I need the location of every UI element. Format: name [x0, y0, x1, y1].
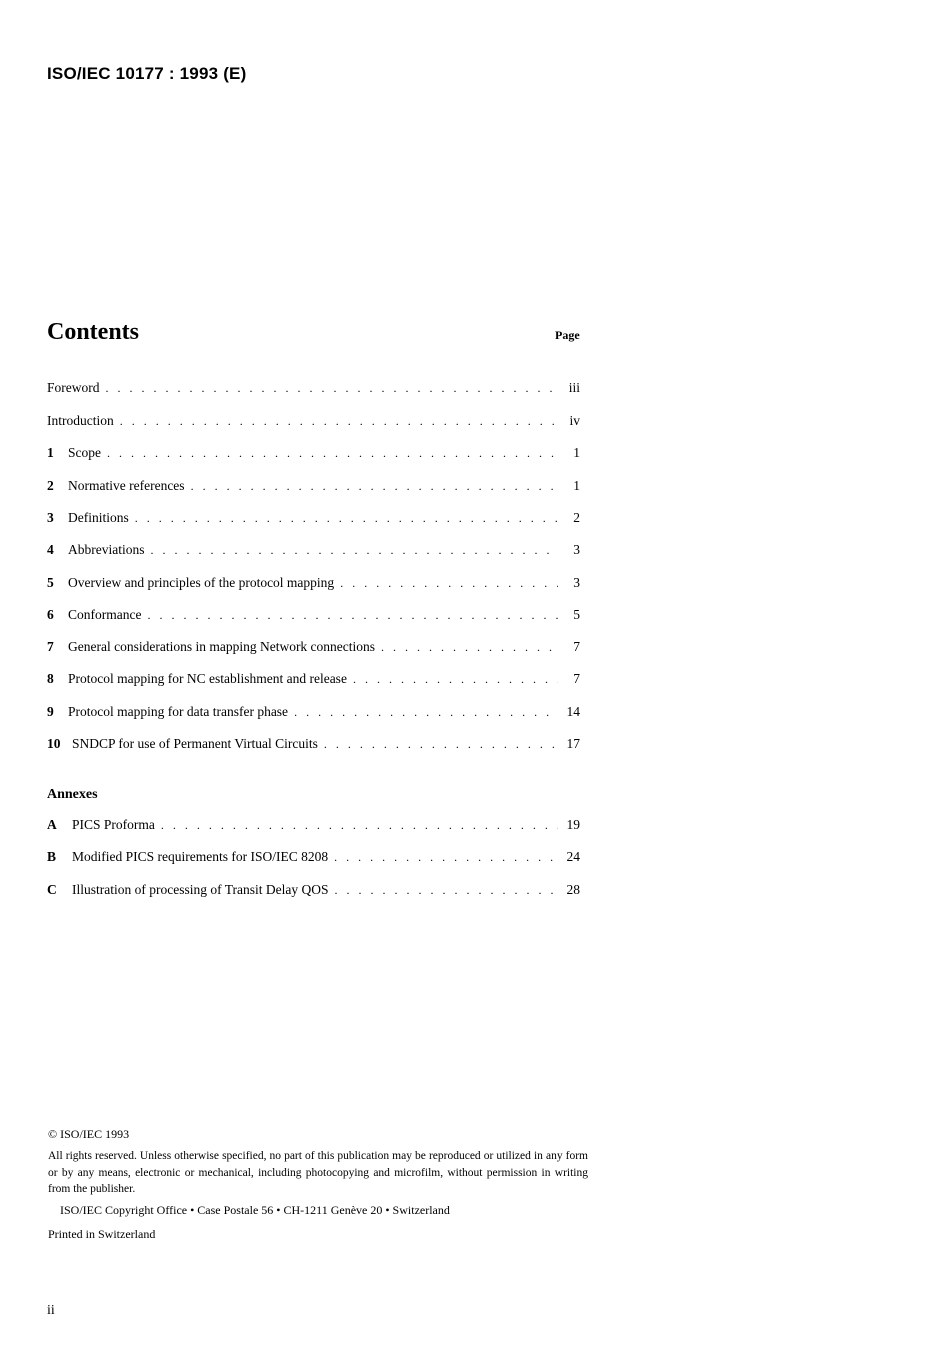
toc-entry-page: 2: [573, 510, 580, 525]
dot-leader: [324, 737, 558, 752]
toc-entry-title: Overview and principles of the protocol mapping: [68, 575, 335, 590]
dot-leader: [107, 446, 558, 461]
dot-leader: [340, 576, 558, 591]
toc-annex-title: PICS Proforma: [72, 817, 155, 832]
toc-entry-title: Conformance: [68, 607, 142, 622]
toc-entry-number: 10: [47, 736, 61, 751]
toc-entry-title: Scope: [68, 445, 101, 460]
toc-entry-nc-establishment[interactable]: [47, 671, 580, 691]
toc-annex-title: Illustration of processing of Transit Delay QOS: [72, 882, 329, 897]
copyright-notice: © ISO/IEC 1993: [48, 1127, 130, 1141]
printed-location: Printed in Switzerland: [48, 1227, 156, 1241]
toc-entry-data-transfer[interactable]: [47, 704, 580, 724]
toc-entry-page: 3: [573, 542, 580, 557]
toc-annex-letter: B: [47, 849, 57, 864]
toc-entry-number: 4: [47, 542, 54, 557]
annexes-heading: Annexes: [47, 787, 98, 802]
dot-leader: [151, 543, 559, 558]
dot-leader: [135, 511, 558, 526]
toc-entry-page: 5: [573, 607, 580, 622]
toc-entry-page: iii: [568, 380, 580, 395]
contents-title: Contents: [47, 319, 140, 345]
toc-entry-page: 1: [573, 478, 580, 493]
toc-entry-conformance[interactable]: [47, 607, 580, 627]
dot-leader: [334, 883, 558, 898]
toc-entry-title: Normative references: [68, 478, 185, 493]
toc-entry-general-considerations[interactable]: [47, 639, 580, 659]
document-designation: ISO/IEC 10177 : 1993 (E): [47, 64, 247, 83]
toc-annex-page: 28: [566, 882, 580, 897]
dot-leader: [161, 818, 558, 833]
toc-entry-page: 17: [566, 736, 580, 751]
toc-entry-page: 1: [573, 445, 580, 460]
toc-entry-number: 5: [47, 575, 54, 590]
toc-entry-title: Abbreviations: [68, 542, 145, 557]
toc-annex-letter: C: [47, 882, 57, 897]
toc-entry-overview[interactable]: [47, 575, 580, 595]
dot-leader: [294, 705, 558, 720]
toc-entry-number: 1: [47, 445, 54, 460]
toc-entry-title: SNDCP for use of Permanent Virtual Circuits: [72, 736, 318, 751]
toc-entry-page: iv: [569, 413, 580, 428]
page-number: ii: [47, 1303, 55, 1318]
dot-leader: [147, 608, 558, 623]
toc-entry-title: Definitions: [68, 510, 129, 525]
toc-annex-letter: A: [47, 817, 57, 832]
toc-entry-title: Introduction: [47, 413, 114, 428]
toc-entry-number: 3: [47, 510, 54, 525]
toc-entry-page: 7: [573, 671, 580, 686]
dot-leader: [353, 672, 558, 687]
dot-leader: [381, 640, 558, 655]
toc-entry-sndcp[interactable]: [47, 736, 580, 756]
rights-statement: All rights reserved. Unless otherwise specified, no part of this publication may be reproduced or utilized in any form or by any means, electronic or mechanical, including photocopying and microfilm, without permission in writing from the publisher.: [48, 1150, 588, 1195]
dot-leader: [334, 850, 558, 865]
toc-annex-b[interactable]: [47, 849, 580, 869]
dot-leader: [106, 381, 559, 396]
toc-entry-title: General considerations in mapping Network connections: [68, 639, 376, 654]
toc-annex-title: Modified PICS requirements for ISO/IEC 8208: [72, 849, 329, 864]
toc-annex-c[interactable]: [47, 882, 580, 902]
dot-leader: [120, 414, 558, 429]
toc-entry-page: 3: [573, 575, 580, 590]
toc-entry-normative-references[interactable]: [47, 478, 580, 498]
toc-entry-page: 14: [566, 704, 580, 719]
toc-entry-number: 9: [47, 704, 54, 719]
toc-entry-definitions[interactable]: [47, 510, 580, 530]
page-column-label: Page: [555, 328, 580, 342]
toc-entry-number: 2: [47, 478, 54, 493]
toc-entry-title: Foreword: [47, 380, 100, 395]
toc-annex-page: 24: [566, 849, 580, 864]
toc-entry-abbreviations[interactable]: [47, 542, 580, 562]
toc-annex-a[interactable]: [47, 817, 580, 837]
toc-entry-title: Protocol mapping for data transfer phase: [68, 704, 289, 719]
toc-entry-number: 8: [47, 671, 54, 686]
toc-annex-page: 19: [566, 817, 580, 832]
toc-entry-number: 6: [47, 607, 54, 622]
toc-entry-number: 7: [47, 639, 54, 654]
toc-entry-title: Protocol mapping for NC establishment and release: [68, 671, 347, 686]
dot-leader: [191, 479, 558, 494]
toc-entry-introduction[interactable]: [47, 413, 580, 433]
copyright-office-address: ISO/IEC Copyright Office • Case Postale 56 • CH-1211 Genève 20 • Switzerland: [60, 1203, 450, 1217]
toc-entry-scope[interactable]: [47, 445, 580, 465]
toc-entry-foreword[interactable]: [47, 380, 580, 400]
toc-entry-page: 7: [573, 639, 580, 654]
